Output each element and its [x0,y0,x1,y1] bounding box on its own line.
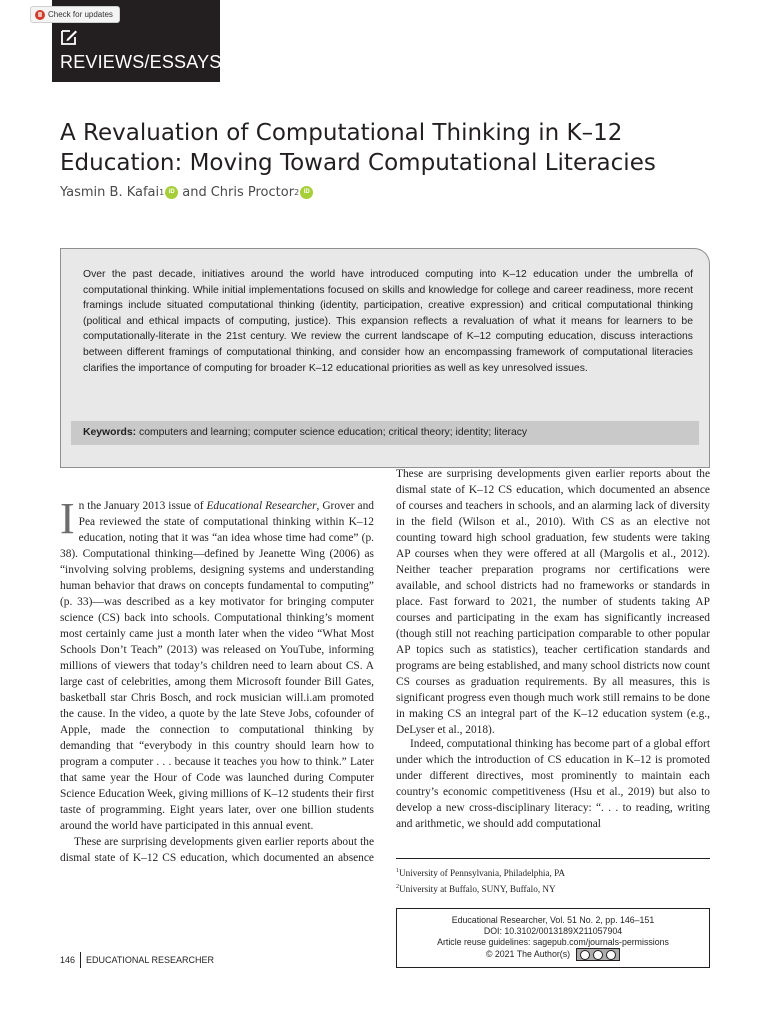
reuse-guidelines[interactable]: Article reuse guidelines: sagepub.com/journals-permissions [437,937,669,947]
check-for-updates-button[interactable] [30,6,120,23]
author-name: Yasmin B. Kafai [60,185,160,200]
abstract-text: Over the past decade, initiatives around the world have introduced computing into K–12 education under the umbrella of computational thinking. While initial implementations focused on skills and knowledge for college and career readiness, more recent framings include situated computational thinking (identity, participation, creative expression) and critical computational thinking (political and ethical impacts of computing, justice). This expansion reflects a revaluation of what it means for learners to be computationally-literate in the 21st century. We review the current landscape of K–12 computing education, discuss interactions between different framings of computational thinking, and consider how an encompassing framework of computational literacies clarifies the importance of computing for broader K–12 educational priorities as well as key unresolved issues. [83,269,693,374]
page-number: 146 [60,952,81,968]
drop-cap: I [60,494,75,543]
journal-volume: Educational Researcher, Vol. 51 No. 2, pp. 146–151 [451,915,655,925]
check-for-updates-label: Check for updates [48,10,113,19]
journal-name: Educational Researcher [206,500,317,512]
body-paragraph: Indeed, computational thinking has become part of a global effort under which the introduction of CS education in K–12 is promoted under different directives, most prominently to maintain each country’s economic competitiveness (Hsu et al., 2019) but also to develop a new cross-disciplinary literacy: “. . . to reading, writing and arithmetic, we should add computational [396,738,710,830]
body-paragraph: These are surprising developments given earlier reports about the dismal state of K–12 CS education, which documented an absence [60,836,374,864]
footnote-rule [396,858,710,859]
affiliation-mark: 1 [159,188,165,197]
footnotes [396,864,710,896]
edit-icon [60,28,78,46]
journal-footer-name: EDUCATIONAL RESEARCHER [86,955,215,965]
page-footer [60,952,214,968]
footnote: $^1$University of Pennsylvania, Philadelphia, PA [396,868,566,879]
body-column-left [60,494,374,866]
orcid-icon[interactable]: iD [165,186,178,199]
citation-box [396,908,710,968]
keywords-list: computers and learning; computer science education; critical theory; identity; literacy [139,427,528,438]
body-paragraph-continued: These are surprising developments given earlier reports about the dismal state of K–12 CS education, which documented an absence of courses and teachers in schools, and an alarming lack of diversity in the field (Wilson et al., 2010). With CS as an elective not counting toward high school graduation, few students were taking AP courses when they were offered at all (Margolis et al., 2012). Neither teacher preparation programs nor certifications were available, and school districts had no frameworks or standards in place. Fast forward to 2021, the number of students taking AP courses and participating in the exam has significantly increased (though still not reaching participation comparable to other popular AP topics such as statistics), teacher certification standards and programs are being established, and many school districts now count CS courses as graduation requirements. By all measures, this is significant progress even though much work still remains to be done in making CS an integral part of the K–12 education system (e.g., DeLyser et al., 2018). [396,468,710,736]
author-joiner: and [182,185,207,200]
author-list [60,185,317,200]
affiliation-mark: 2 [294,188,300,197]
body-column-right [396,468,710,832]
bookmark-icon [35,10,45,20]
keywords-label: Keywords: [83,427,137,438]
article-title: A Revaluation of Computational Thinking in K–12 Education: Moving Toward Computational Literacies [60,120,656,176]
creative-commons-icon [576,948,620,961]
body-paragraph: In the January 2013 issue of Educational Researcher, Grover and Pea reviewed the state of computational thinking within K–12 education, noting that it was “an idea whose time had come” (p. 38). Computational thinking—defined by Jeanette Wing (2006) as “involving solving problems, designing systems and understanding human behavior that draws on concepts fundamental to computing” (p. 33)—was described as a key motivator for bringing computer science (CS) back into schools. Computational thinking’s moment most certainly came just a month later when the video “What Most Schools Don’t Teach” (2013) was released on YouTube, informing millions of viewers that today’s children need to learn about CS. A large cast of celebrities, among them Microsoft founder Bill Gates, basketball star Chris Bosch, and rock musician will.i.am promoted the cause. In the video, a quote by the late Steve Jobs, cofounder of Apple, made the connection to computational thinking by demanding that “everybody in this country should learn how to program a computer . . . because it teaches you how to think.” Later that same year the Hour of Code was launched during Computer Science Education Week, giving millions of K–12 students their first taste of programming. Eight years later, over one billion students around the world have participated in this annual event. [60,494,374,832]
footnote: $^2$University at Buffalo, SUNY, Buffalo, NY [396,884,556,895]
author-name: Chris Proctor [210,185,295,200]
abstract-box [60,248,710,468]
doi[interactable]: DOI: 10.3102/0013189X211057904 [483,926,623,936]
orcid-icon[interactable]: iD [300,186,313,199]
copyright-line: © 2021 The Author(s) [397,948,709,961]
section-label: REVIEWS/ESSAYS [60,52,222,72]
keywords-bar [71,421,699,445]
